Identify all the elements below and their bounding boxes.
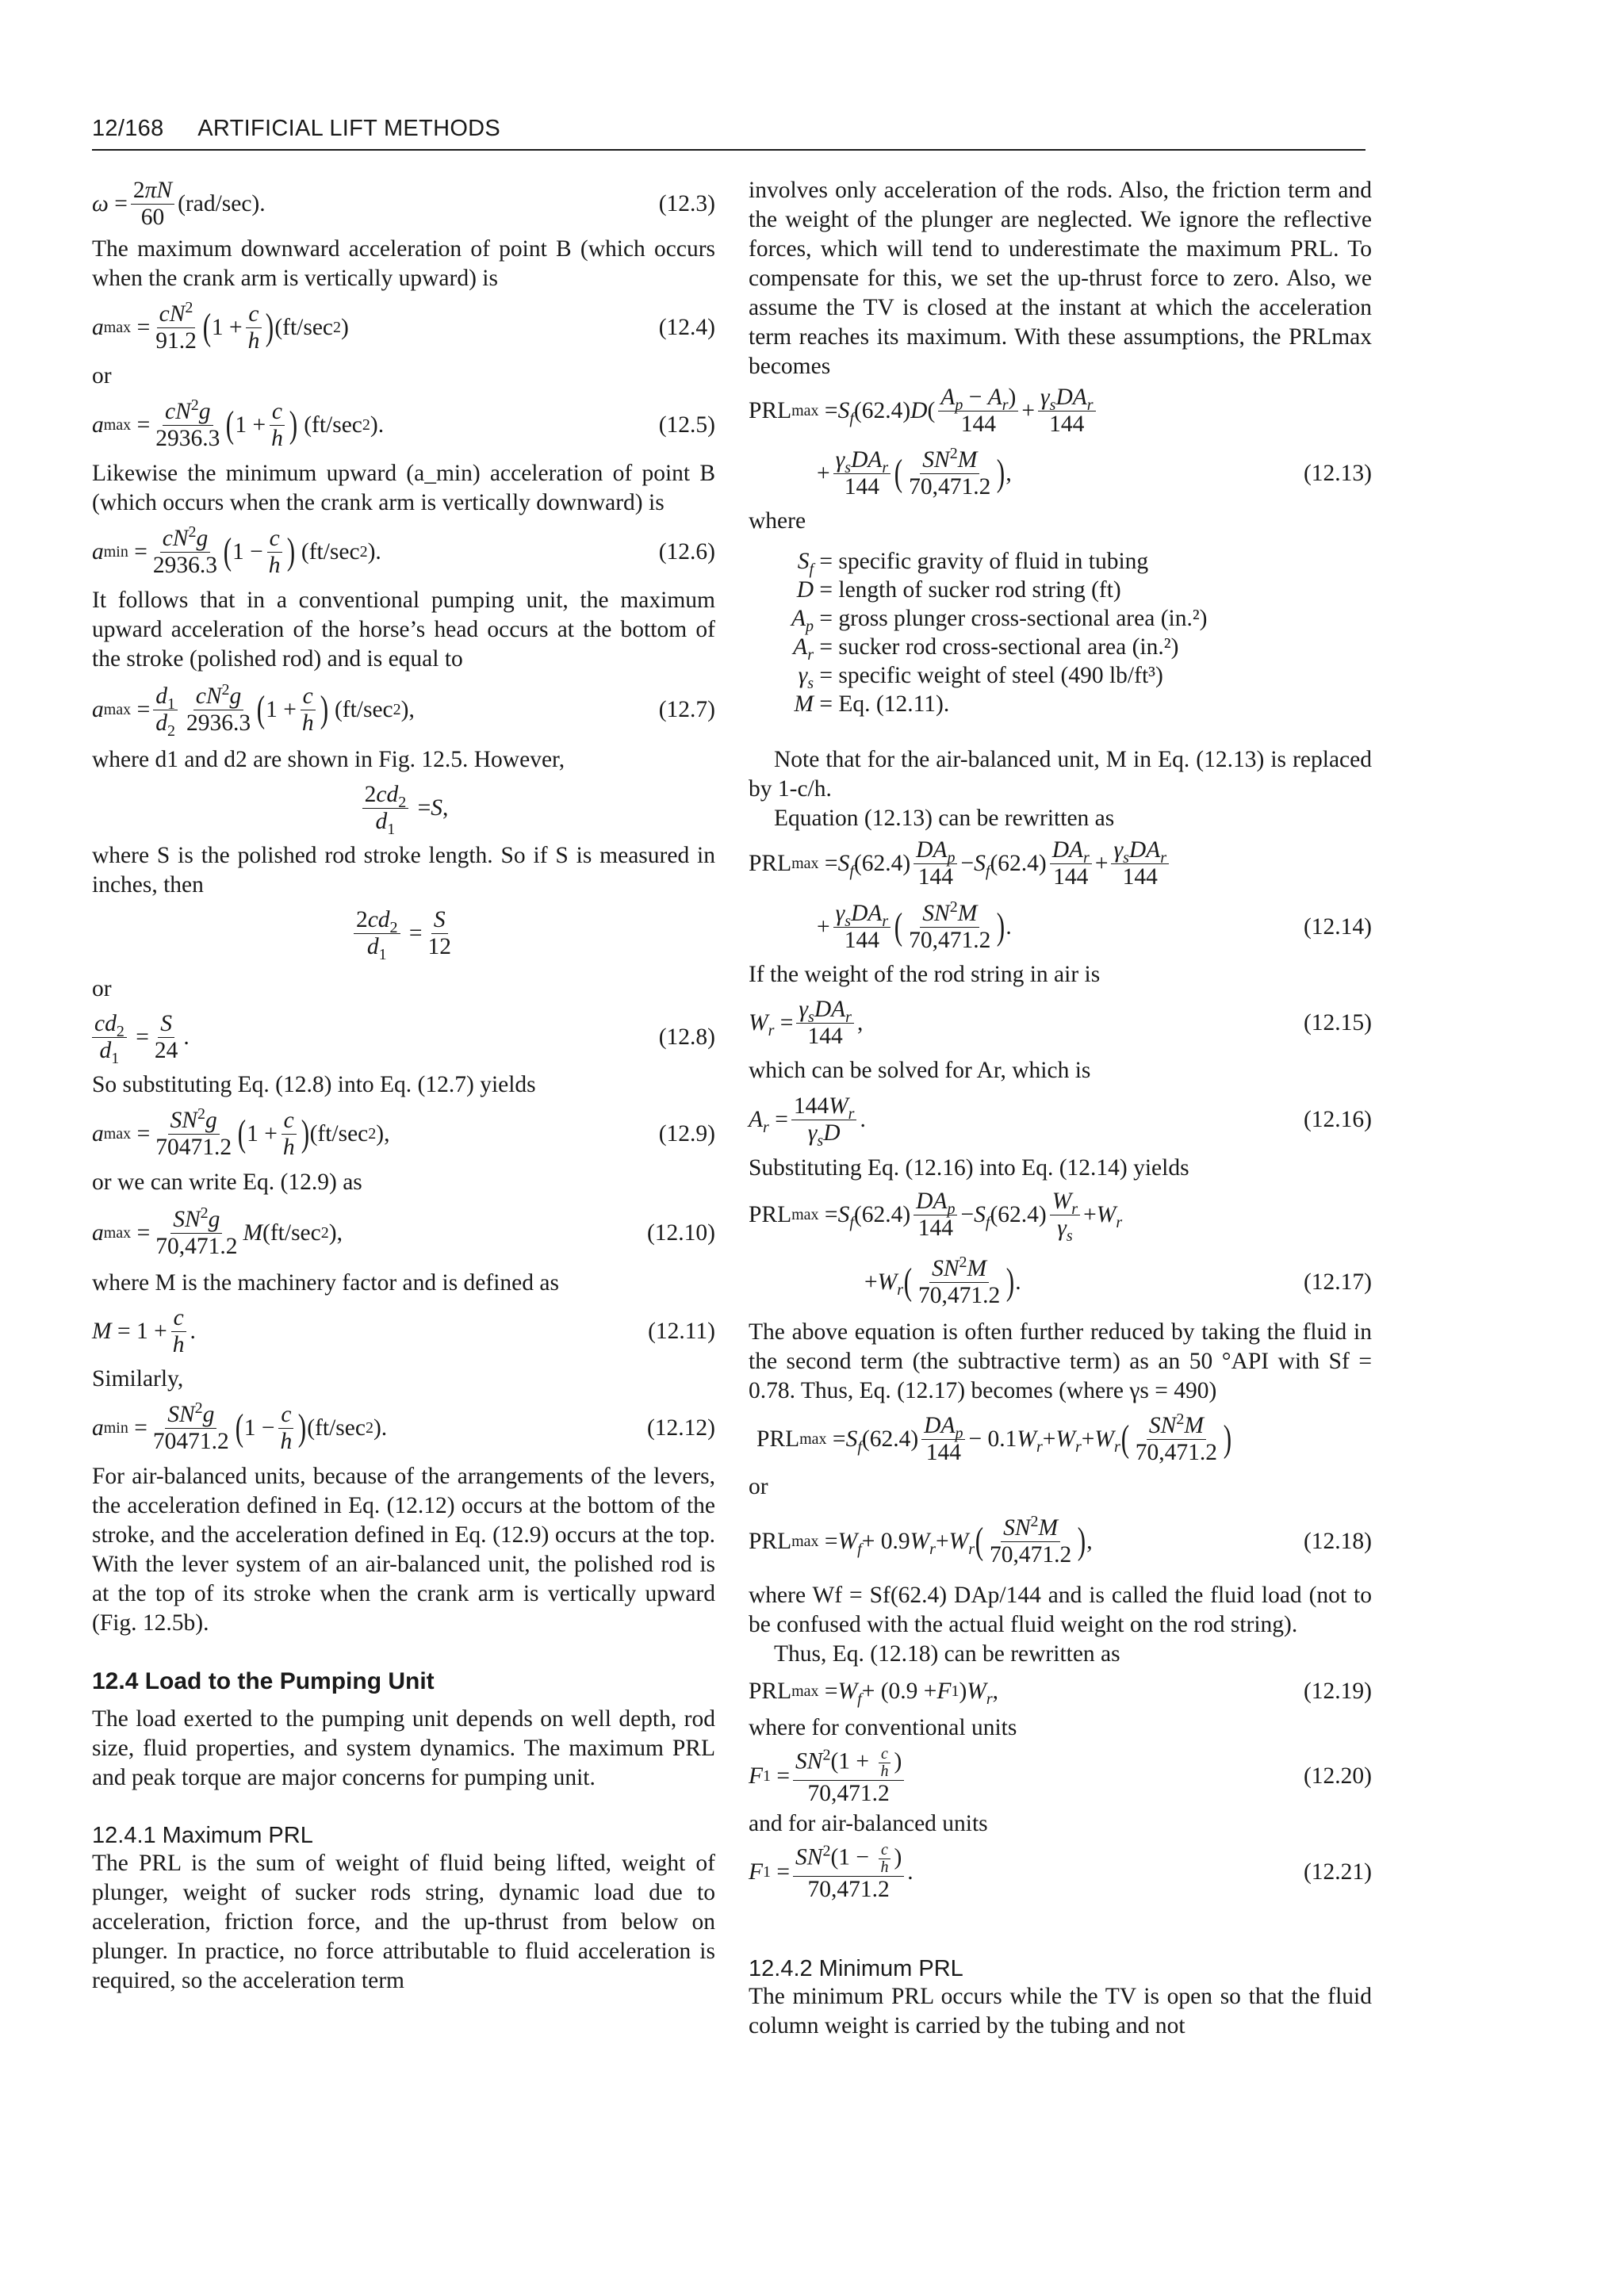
word-or: or — [749, 1474, 768, 1499]
equation-number: (12.14) — [1303, 913, 1372, 940]
equation-number: (12.20) — [1303, 1763, 1372, 1789]
equation-12-10: a max = $\frac{SN^2g}{70,471.2}$ M (ft/sec 2 ), (12.10) — [92, 1204, 715, 1259]
equation-12-14-line1: PRL max = $S_f$ (62.4) $\frac{DA_p}{144}$ − $S_f$ (62.4) $\frac{DA_r}{144}$ + $\frac{\gamma_sDA_r}{144}$ — [749, 833, 1372, 894]
equation-number: (12.11) — [648, 1318, 715, 1344]
equation-12-20: F 1 = $SN^2(1$ + $\frac{c}{h}$ ) 70,471.2 (12.20) — [749, 1744, 1372, 1806]
equation-12-9: a max = $\frac{SN^2g}{70471.2}$ ( 1 + $\frac{c}{h}$ ) (ft/sec 2 ), (12.9) — [92, 1104, 715, 1160]
equation-number: (12.16) — [1303, 1106, 1372, 1132]
paragraph: Similarly, — [92, 1366, 184, 1391]
symbol-definitions — [777, 547, 1372, 718]
equation-number: (12.9) — [658, 1120, 715, 1146]
paragraph: It follows that in a conventional pumping unit, the maximum upward acceleration of the horse’s head occurs at the bottom of the stroke (polished rod) and is equal to — [92, 588, 715, 672]
definition-item: $A_p$ = gross plunger cross-sectional area (in.²) — [791, 606, 1208, 635]
paragraph: where M is the machinery factor and is defined as — [92, 1270, 559, 1296]
paragraph: So substituting Eq. (12.8) into Eq. (12.7) yields — [92, 1072, 536, 1097]
paragraph: If the weight of the rod string in air is — [749, 962, 1101, 987]
section-heading: 12.4 Load to the Pumping Unit — [92, 1668, 435, 1694]
word-or: or — [92, 363, 112, 389]
equation-number: (12.7) — [658, 696, 715, 722]
paragraph: where d1 and d2 are shown in Fig. 12.5. However, — [92, 747, 565, 772]
paragraph: Thus, Eq. (12.18) can be rewritten as — [774, 1641, 1120, 1667]
equation-number: (12.6) — [658, 538, 715, 565]
paragraph: The PRL is the sum of weight of fluid being lifted, weight of plunger, weight of sucker rods string, dynamic load due to acceleration, friction force, and the up-thrust from below on plunger. In practice, no force attributable to fluid acceleration is required, so the acceleration term — [92, 1851, 715, 1993]
definition-item: $\gamma_s$ = specific weight of steel (490 lb/ft³) — [798, 663, 1163, 692]
subsection-heading: 12.4.1 Maximum PRL — [92, 1823, 313, 1848]
page-number: 12/168 — [92, 116, 164, 141]
definition-item: $S_f$ = specific gravity of fluid in tubing — [797, 549, 1149, 578]
equation-12-7: a max = $\frac{d_1}{d_2}$ $\frac{cN^2g}{2936.3}$ ( 1 + $\frac{c}{h}$ ) (ft/sec 2 ), (12.7) — [92, 680, 715, 740]
header-rule — [92, 149, 1365, 151]
paragraph: Substituting Eq. (12.16) into Eq. (12.14) yields — [749, 1155, 1189, 1181]
equation-number: (12.21) — [1303, 1859, 1372, 1885]
equation-12-13-line2: + $\frac{\gamma_sDA_r}{144}$ ( $\frac{SN^2M}{70,471.2}$ ) , (12.13) — [817, 444, 1372, 500]
equation-12-8: $\frac{cd_2}{d_1}$ = $\frac{S}{24}$ . (12.8) — [92, 1004, 715, 1070]
equation-12-12: a min = $\frac{SN^2g}{70471.2}$ ( 1 − $\frac{c}{h}$ ) (ft/sec 2 ). (12.12) — [92, 1399, 715, 1454]
equation-12-13-line1: PRL max = $S_f$ (62.4) D ( $\frac{A_p - A_r)}{144}$ + $\frac{\gamma_sDA_r}{144}$ — [749, 381, 1372, 440]
equation-number: (12.18) — [1303, 1528, 1372, 1554]
running-title: ARTIFICIAL LIFT METHODS — [197, 116, 501, 141]
equation-number: (12.3) — [658, 190, 715, 216]
paragraph: where Wf = Sf(62.4) DAp/144 and is called the fluid load (not to be confused with the actual fluid weight on the rod string). — [749, 1583, 1372, 1637]
equation-12-18: PRL max = $W_f$ + 0.9 $W_r$ + $W_r$ ( $\frac{SN^2M}{70,471.2}$ ) , (12.18) — [749, 1512, 1372, 1568]
paragraph: Likewise the minimum upward (a_min) acceleration of point B (which occurs when the crank arm is vertically downward) is — [92, 461, 715, 515]
equation-number: (12.13) — [1303, 460, 1372, 486]
paragraph: and for air-balanced units — [749, 1811, 988, 1836]
definition-item: $A_r$ = sucker rod cross-sectional area (in.²) — [793, 634, 1179, 664]
equation-12-3: ω = $\frac{2\pi N}{60}$ (rad/sec). (12.3) — [92, 177, 715, 230]
equation-12-21: F 1 = $SN^2(1$ − $\frac{c}{h}$ ) 70,471.2 . (12.21) — [749, 1840, 1372, 1902]
equation-stroke-inches: $\frac{2cd_2}{d_1}$ = $\frac{S}{12}$ — [92, 900, 715, 967]
paragraph: Equation (12.13) can be rewritten as — [774, 806, 1115, 831]
equation-12-14-line2: + $\frac{\gamma_sDA_r}{144}$ ( $\frac{SN^2M}{70,471.2}$ ) . (12.14) — [817, 898, 1372, 953]
equation-number: (12.17) — [1303, 1269, 1372, 1295]
running-header — [92, 116, 500, 142]
equation-number: (12.15) — [1303, 1009, 1372, 1035]
right-column — [749, 176, 1372, 2041]
equation-12-15: $W_r$ = $\frac{\gamma_sDA_r}{144}$ , (12.15) — [749, 996, 1372, 1049]
word-where: where — [749, 508, 806, 534]
paragraph: The above equation is often further reduced by taking the fluid in the second term (the subtractive term) as an 50 °API with Sf = 0.78. Thus, Eq. (12.17) becomes (where γs = 490) — [749, 1319, 1372, 1403]
definition-item: M = Eq. (12.11). — [794, 691, 950, 717]
equation-12-5: a max = $\frac{cN^2g}{2936.3}$ ( 1 + $\frac{c}{h}$ ) (ft/sec 2 ). (12.5) — [92, 396, 715, 451]
equation-number: (12.19) — [1303, 1678, 1372, 1704]
paragraph: which can be solved for Ar, which is — [749, 1058, 1091, 1083]
paragraph: The load exerted to the pumping unit depends on well depth, rod size, fluid properties, and system dynamics. The maximum PRL and peak torque are major concerns for pumping unit. — [92, 1706, 715, 1790]
equation-12-6: a min = $\frac{cN^2g}{2936.3}$ ( 1 − $\frac{c}{h}$ ) (ft/sec 2 ). (12.6) — [92, 523, 715, 578]
equation-12-4: a max = $\frac{cN^2}{91.2}$ ( 1 + $\frac{c}{h}$ ) (ft/sec 2 ) (12.4) — [92, 298, 715, 354]
paragraph: Note that for the air-balanced unit, M in Eq. (12.13) is replaced by 1-c/h. — [749, 747, 1372, 802]
definition-item: D = length of sucker rod string (ft) — [796, 577, 1121, 603]
equation-12-11: M = 1 + $\frac{c}{h}$ . (12.11) — [92, 1304, 715, 1357]
equation-number: (12.10) — [646, 1219, 715, 1246]
word-or: or — [92, 976, 112, 1001]
paragraph: For air-balanced units, because of the arrangements of the levers, the acceleration defined in Eq. (12.12) occurs at the bottom of the stroke, and the acceleration defined in Eq. (12.9) occurs at the top. With the lever system of an air-balanced unit, the polished rod is at the top of its stroke when the crank arm is vertically upward (Fig. 12.5b). — [92, 1464, 715, 1636]
paragraph: The maximum downward acceleration of point B (which occurs when the crank arm is vertically upward) is — [92, 236, 715, 291]
paragraph: or we can write Eq. (12.9) as — [92, 1169, 362, 1195]
equation-number: (12.4) — [658, 314, 715, 340]
equation-12-16: $A_r$ = $\frac{144W_r}{\gamma_sD}$ . (12.16) — [749, 1093, 1372, 1150]
subsection-heading: 12.4.2 Minimum PRL — [749, 1956, 963, 1981]
equation-reduced: PRL max = $S_f$ (62.4) $\frac{DA_p}{144}$ − 0.1 $W_r$ + $W_r$ + $W_r$ ( $\frac{SN^2M}{70,471.2}$ ) — [756, 1410, 1232, 1465]
equation-number: (12.8) — [658, 1024, 715, 1050]
equation-12-17-line2: + $W_r$ ( $\frac{SN^2M}{70,471.2}$ ) . (12.17) — [864, 1253, 1372, 1308]
equation-stroke-s: $\frac{2cd_2}{d_1}$ = S , — [92, 775, 715, 841]
paragraph: where S is the polished rod stroke length. So if S is measured in inches, then — [92, 843, 715, 898]
equation-12-19: PRL max = $W_f$ + (0.9 + F 1 ) $W_r$ , (12.19) — [749, 1678, 1372, 1708]
paragraph: The minimum PRL occurs while the TV is open so that the fluid column weight is carried by the tubing and not — [749, 1984, 1372, 2038]
equation-number: (12.12) — [646, 1414, 715, 1441]
left-column — [92, 176, 715, 1996]
equation-12-17-line1: PRL max = $S_f$ (62.4) $\frac{DA_p}{144}$ − $S_f$ (62.4) $\frac{W_r}{\gamma_s}$ + $W_r$ — [749, 1188, 1123, 1245]
paragraph: involves only acceleration of the rods. Also, the friction term and the weight of the plunger are neglected. We ignore the reflective forces, which will tend to underestimate the maximum PRL. To compensate for this, we set the up-thrust force to zero. Also, we assume the TV is closed at the instant at which the acceleration term reaches its maximum. With these assumptions, the PRLmax becomes — [749, 178, 1372, 379]
equation-number: (12.5) — [658, 412, 715, 438]
paragraph: where for conventional units — [749, 1715, 1017, 1740]
